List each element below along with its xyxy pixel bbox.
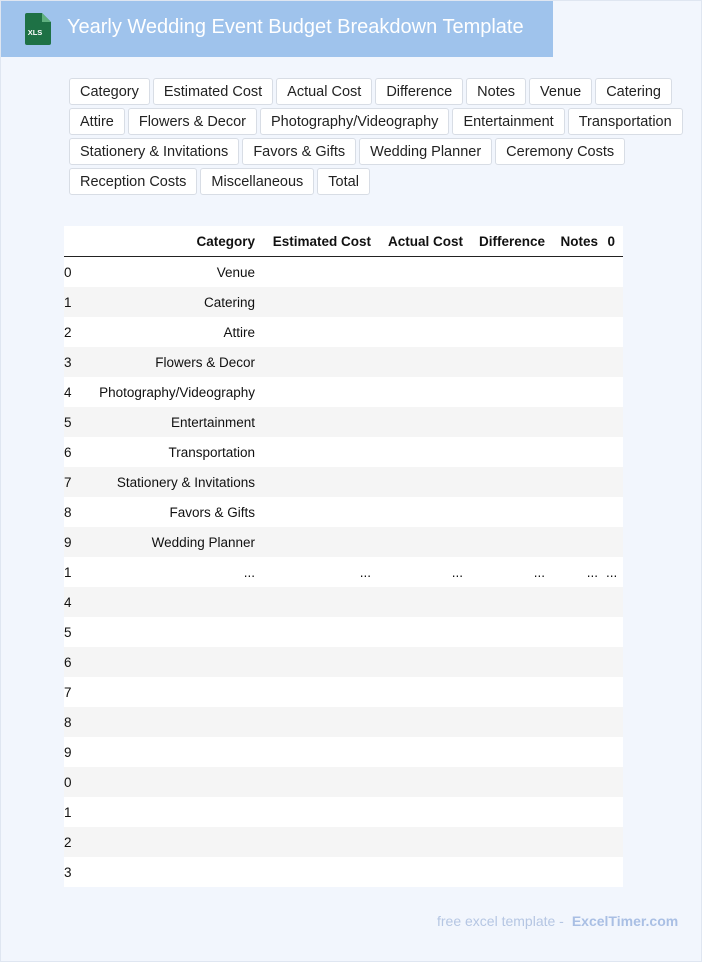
table-cell xyxy=(553,287,606,317)
table-cell: Catering xyxy=(76,287,263,317)
column-tag: Ceremony Costs xyxy=(495,138,625,165)
table-cell xyxy=(263,287,379,317)
table-cell: Attire xyxy=(76,317,263,347)
column-tag: Entertainment xyxy=(452,108,564,135)
row-index-cell: 4 xyxy=(64,587,76,617)
table-cell xyxy=(606,257,623,288)
column-tag: Difference xyxy=(375,78,463,105)
table-cell xyxy=(606,767,623,797)
table-cell xyxy=(263,497,379,527)
table-cell: Transportation xyxy=(76,437,263,467)
table-cell xyxy=(471,377,553,407)
table-cell: Stationery & Invitations xyxy=(76,467,263,497)
table-cell: ... xyxy=(553,557,606,587)
table-row xyxy=(64,827,623,857)
xls-icon-label: XLS xyxy=(27,28,43,37)
column-tag: Stationery & Invitations xyxy=(69,138,239,165)
column-tag: Attire xyxy=(69,108,125,135)
table-cell xyxy=(263,527,379,557)
table-cell xyxy=(606,647,623,677)
table-cell xyxy=(471,497,553,527)
table-cell xyxy=(606,617,623,647)
table-cell xyxy=(471,527,553,557)
table-cell xyxy=(471,347,553,377)
table-cell: Photography/Videography xyxy=(76,377,263,407)
table-cell xyxy=(606,587,623,617)
row-index-cell: 9 xyxy=(64,737,76,767)
table-row xyxy=(64,857,623,887)
table-cell xyxy=(379,467,471,497)
table-cell xyxy=(379,797,471,827)
table-cell: Venue xyxy=(76,257,263,288)
table-cell xyxy=(379,497,471,527)
table-cell xyxy=(263,257,379,288)
table-cell xyxy=(471,767,553,797)
table-row xyxy=(64,647,623,677)
table-cell xyxy=(606,317,623,347)
table-cell xyxy=(76,707,263,737)
table-cell xyxy=(471,707,553,737)
table-row xyxy=(64,527,623,557)
row-index-cell: 3 xyxy=(64,347,76,377)
table-cell xyxy=(471,257,553,288)
row-index-cell: 6 xyxy=(64,437,76,467)
row-index-cell: 7 xyxy=(64,467,76,497)
table-cell xyxy=(471,617,553,647)
column-header: Estimated Cost xyxy=(263,226,379,257)
table-cell: ... xyxy=(76,557,263,587)
table-cell xyxy=(471,857,553,887)
table-cell xyxy=(553,827,606,857)
table-cell xyxy=(471,317,553,347)
table-cell xyxy=(606,437,623,467)
table-cell xyxy=(379,677,471,707)
table-cell xyxy=(553,347,606,377)
table-row xyxy=(64,767,623,797)
table-row xyxy=(64,677,623,707)
table-header-row xyxy=(64,226,623,257)
table-cell xyxy=(471,407,553,437)
row-index-cell: 1 xyxy=(64,557,76,587)
column-header: Category xyxy=(76,226,263,257)
table-cell xyxy=(379,767,471,797)
row-index-cell: 4 xyxy=(64,377,76,407)
table-cell: Flowers & Decor xyxy=(76,347,263,377)
row-index-cell: 6 xyxy=(64,647,76,677)
table-cell xyxy=(76,587,263,617)
table-row xyxy=(64,467,623,497)
table-body xyxy=(64,257,623,888)
column-tag: Wedding Planner xyxy=(359,138,492,165)
column-tag: Flowers & Decor xyxy=(128,108,257,135)
table-cell xyxy=(471,287,553,317)
table-cell xyxy=(263,377,379,407)
table-row xyxy=(64,737,623,767)
column-tag: Notes xyxy=(466,78,526,105)
table-cell xyxy=(553,647,606,677)
table-cell xyxy=(471,737,553,767)
table-cell xyxy=(553,437,606,467)
table-cell xyxy=(76,797,263,827)
table-cell xyxy=(76,767,263,797)
table-cell xyxy=(553,587,606,617)
xls-file-icon xyxy=(23,13,51,45)
table-cell xyxy=(553,317,606,347)
column-tag: Catering xyxy=(595,78,672,105)
table-cell xyxy=(606,497,623,527)
table-cell xyxy=(379,857,471,887)
column-header: Notes xyxy=(553,226,606,257)
row-index-cell: 5 xyxy=(64,617,76,647)
table-cell xyxy=(471,647,553,677)
table-cell xyxy=(263,347,379,377)
table-cell xyxy=(263,707,379,737)
table-cell xyxy=(263,317,379,347)
table-cell xyxy=(553,677,606,707)
table-cell xyxy=(379,527,471,557)
table-cell: ... xyxy=(379,557,471,587)
table-row xyxy=(64,557,623,587)
row-index-cell: 0 xyxy=(64,767,76,797)
column-tag: Venue xyxy=(529,78,592,105)
table-cell xyxy=(553,617,606,647)
table-cell xyxy=(263,857,379,887)
table-cell xyxy=(263,677,379,707)
table-cell xyxy=(379,707,471,737)
table-cell xyxy=(263,587,379,617)
table-row xyxy=(64,377,623,407)
table-cell xyxy=(379,377,471,407)
table-cell xyxy=(379,257,471,288)
table-cell xyxy=(379,437,471,467)
table-cell xyxy=(606,827,623,857)
column-header: 0 xyxy=(606,226,623,257)
table-cell xyxy=(379,317,471,347)
table-cell xyxy=(263,647,379,677)
footer-text: free excel template - xyxy=(437,913,564,929)
column-tag: Total xyxy=(317,168,370,195)
column-tag: Photography/Videography xyxy=(260,108,449,135)
table-row xyxy=(64,497,623,527)
table-cell xyxy=(76,857,263,887)
table-cell xyxy=(76,647,263,677)
table-cell xyxy=(379,287,471,317)
table-cell xyxy=(76,617,263,647)
column-header: Actual Cost xyxy=(379,226,471,257)
table-row xyxy=(64,617,623,647)
table-row xyxy=(64,707,623,737)
table-cell xyxy=(553,707,606,737)
table-cell: Favors & Gifts xyxy=(76,497,263,527)
table-cell xyxy=(606,797,623,827)
table-cell xyxy=(553,377,606,407)
column-tag: Reception Costs xyxy=(69,168,197,195)
table-cell xyxy=(471,467,553,497)
table-cell xyxy=(606,347,623,377)
table-cell xyxy=(379,347,471,377)
table-cell xyxy=(606,377,623,407)
table-cell xyxy=(471,827,553,857)
table-cell xyxy=(606,857,623,887)
table-cell xyxy=(263,407,379,437)
table-cell xyxy=(263,797,379,827)
row-index-cell: 8 xyxy=(64,497,76,527)
table-cell xyxy=(553,767,606,797)
table-cell xyxy=(553,857,606,887)
table-cell xyxy=(263,767,379,797)
column-tag: Actual Cost xyxy=(276,78,372,105)
table-cell xyxy=(379,737,471,767)
table-cell xyxy=(263,437,379,467)
table-cell xyxy=(471,797,553,827)
table-cell xyxy=(263,467,379,497)
table-cell xyxy=(606,467,623,497)
column-tag: Miscellaneous xyxy=(200,168,314,195)
table-cell xyxy=(379,827,471,857)
budget-table-container xyxy=(64,226,623,886)
table-cell xyxy=(606,707,623,737)
table-cell xyxy=(379,407,471,437)
column-tag: Estimated Cost xyxy=(153,78,273,105)
footer-brand-link[interactable]: ExcelTimer.com xyxy=(571,913,679,929)
table-cell xyxy=(553,737,606,767)
table-cell xyxy=(606,737,623,767)
row-index-cell: 2 xyxy=(64,827,76,857)
table-cell xyxy=(553,797,606,827)
table-cell xyxy=(76,737,263,767)
table-cell xyxy=(76,677,263,707)
table-cell xyxy=(263,737,379,767)
row-index-cell: 3 xyxy=(64,857,76,887)
table-cell xyxy=(379,647,471,677)
table-row xyxy=(64,257,623,288)
row-index-cell: 8 xyxy=(64,707,76,737)
row-index-cell: 1 xyxy=(64,287,76,317)
table-cell: ... xyxy=(263,557,379,587)
table-cell xyxy=(606,527,623,557)
row-index-cell: 0 xyxy=(64,257,76,288)
table-cell xyxy=(379,617,471,647)
row-index-cell: 2 xyxy=(64,317,76,347)
column-tag: Transportation xyxy=(568,108,683,135)
table-row xyxy=(64,797,623,827)
column-header xyxy=(64,226,76,257)
table-row xyxy=(64,437,623,467)
table-cell: Entertainment xyxy=(76,407,263,437)
table-cell xyxy=(471,437,553,467)
column-tag: Category xyxy=(69,78,150,105)
column-tag: Favors & Gifts xyxy=(242,138,356,165)
row-index-cell: 5 xyxy=(64,407,76,437)
table-cell xyxy=(553,257,606,288)
table-row xyxy=(64,317,623,347)
table-cell xyxy=(263,827,379,857)
table-row xyxy=(64,407,623,437)
table-cell xyxy=(606,287,623,317)
table-cell xyxy=(379,587,471,617)
table-cell xyxy=(553,527,606,557)
table-row xyxy=(64,587,623,617)
table-row xyxy=(64,287,623,317)
table-cell xyxy=(553,407,606,437)
table-cell xyxy=(606,677,623,707)
row-index-cell: 1 xyxy=(64,797,76,827)
footer xyxy=(437,913,678,929)
table-cell: ... xyxy=(606,557,623,587)
table-cell xyxy=(606,407,623,437)
table-cell: ... xyxy=(471,557,553,587)
table-cell xyxy=(263,617,379,647)
table-row xyxy=(64,347,623,377)
table-cell: Wedding Planner xyxy=(76,527,263,557)
table-cell xyxy=(553,467,606,497)
table-cell xyxy=(471,677,553,707)
column-tag-list xyxy=(69,78,699,195)
header-banner xyxy=(1,1,553,57)
table-cell xyxy=(553,497,606,527)
page-title: Yearly Wedding Event Budget Breakdown Template xyxy=(67,16,524,38)
row-index-cell: 7 xyxy=(64,677,76,707)
row-index-cell: 9 xyxy=(64,527,76,557)
column-header: Difference xyxy=(471,226,553,257)
table-cell xyxy=(76,827,263,857)
table-cell xyxy=(471,587,553,617)
budget-table xyxy=(64,226,623,887)
